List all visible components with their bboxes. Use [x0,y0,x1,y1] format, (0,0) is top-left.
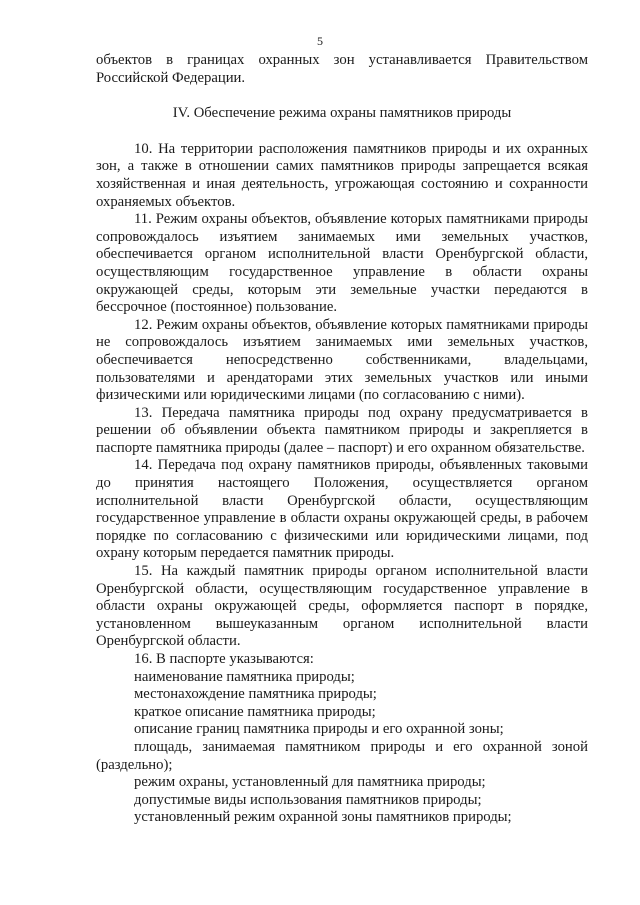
list-item: краткое описание памятника природы; [134,703,376,720]
list-item: установленный режим охранной зоны памятников природы; [134,809,512,826]
section-heading: IV. Обеспечение режима охраны памятников природы [172,105,512,122]
list-item-wrapped: площадь, занимаемая памятником природы и его охранной зоной (раздельно); [96,738,588,773]
paragraph-16: 16. В паспорте указываются: [134,651,314,667]
paragraph-14: 14. Передача под охрану памятников природы, объявленных таковыми до принятия настоящего Положения, осуществляется органом исполнительной власти Оренбургской области, осуществляющим государственное управление в области охраны окружающей среды, в рабочем порядке по согласованию с физическими или юридическими лицами, под охрану которым передается памятник природы. [96,457,588,562]
document-body [96,52,588,827]
paragraph-12: 12. Режим охраны объектов, объявление которых памятниками природы не сопровождалось изъятием занимаемых ими земельных участков, обеспечивается непосредственно собственниками, владельцами, пользователями и арендаторами этих земельных участков или иными физическими или юридическими лицами (по согласованию с ними). [96,316,588,404]
paragraph-11: 11. Режим охраны объектов, объявление которых памятниками природы сопровождалось изъятием занимаемых ими земельных участков, обеспечивается органом исполнительной власти Оренбургской области, осуществляющим государственное управление в области охраны окружающей среды, которым эти земельные участки передаются в бессрочное (постоянное) пользование. [96,211,588,316]
list-item: описание границ памятника природы и его охранной зоны; [134,721,504,738]
list-item: допустимые виды использования памятников природы; [134,791,482,808]
page-number: 5 [317,34,323,48]
paragraph-15: 15. На каждый памятник природы органом исполнительной власти Оренбургской области, осуществляющим государственное управление в области охраны окружающей среды, оформляется паспорт в порядке, установленном вышеуказанным органом исполнительной власти Оренбургской области. [96,563,588,650]
list-item: режим охраны, установленный для памятника природы; [134,774,486,791]
paragraph-10: 10. На территории расположения памятников природы и их охранных зон, а также в отношении самих памятников природы запрещается всякая хозяйственная и иная деятельность, угрожающая состоянию и сохранности охраняемых объектов. [96,140,588,210]
paragraph-13: 13. Передача памятника природы под охрану предусматривается в решении об объявлении объекта памятником природы и закрепляется в паспорте памятника природы (далее – паспорт) и его охранном обязательстве. [96,404,588,456]
list-item: местонахождение памятника природы; [134,686,377,703]
list-item: наименование памятника природы; [134,668,355,685]
intro-paragraph: объектов в границах охранных зон устанавливается Правительством Российской Федерации. [96,52,588,86]
